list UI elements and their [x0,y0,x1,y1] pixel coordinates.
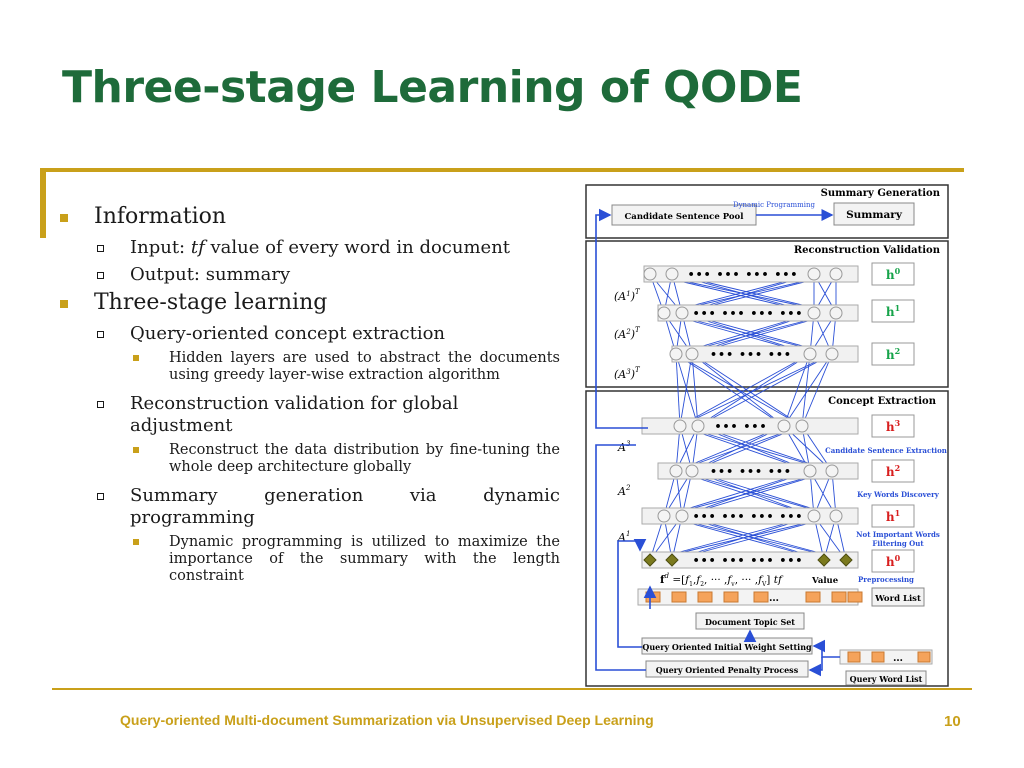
preprocessing-label: Preprocessing [858,575,914,584]
neuron-node [826,465,838,477]
neuron-node [644,268,656,280]
neuron-node [804,348,816,360]
footer-divider [52,688,972,690]
layer-row [658,305,858,321]
tf-vector-formula: $f^d =[f_1,f_2$, ··· $,f_v$, ··· $,f_V$] tf [660,572,782,588]
neuron-node [796,420,808,432]
neuron-node [808,268,820,280]
neuron-ellipsis: ••• ••• ••• ••• [692,510,804,523]
neuron-node [830,268,842,280]
penalty-process-box: Query Oriented Penalty Process [655,665,799,675]
a1t-label: $(A^1)^T$ [614,288,640,303]
title-divider [40,168,964,172]
layer-row [642,418,858,434]
not-important-label-2: Filtering Out [872,539,924,548]
word-cell [754,592,768,602]
neuron-ellipsis: ••• ••• ••• [710,465,792,478]
neuron-node [674,420,686,432]
query-word-cell [918,652,930,662]
bullet-reconstruct: Reconstruct the data distribution by fine-tuning the whole deep architecture globally [60,442,560,476]
neuron-ellipsis: ••• ••• [714,420,768,433]
page-number: 10 [944,713,961,730]
left-accent-bar [40,168,46,238]
layer-row [642,508,858,524]
h1-label: $h^1$ [885,508,901,524]
h0-label: $h^0$ [885,553,901,569]
bullet-content [60,200,560,585]
a1-label: $A^1$ [618,530,631,544]
neuron-node [830,510,842,522]
neuron-node [778,420,790,432]
a2t-label: $(A^2)^T$ [614,326,640,341]
query-word-cell [848,652,860,662]
bullet-summary-generation: Summary generation via dynamic programming [60,485,560,529]
a3t-label: $(A^3)^T$ [614,366,640,381]
bullet-reconstruction: Reconstruction validation for global adjustment [60,393,560,437]
bullet-three-stage: Three-stage learning [60,288,560,318]
layer-row [658,463,858,479]
h2-top-label: $h^2$ [885,346,901,362]
neuron-ellipsis: ••• ••• ••• [710,348,792,361]
key-words-label: Key Words Discovery [857,490,939,499]
neuron-node [670,465,682,477]
neuron-node [666,268,678,280]
neuron-node [686,348,698,360]
h2-label: $h^2$ [885,463,901,479]
neuron-ellipsis: ••• ••• ••• ••• [692,307,804,320]
bullet-input: Input: tf value of every word in document [60,237,560,259]
neuron-node [692,420,704,432]
word-list-row [638,589,862,605]
neuron-node [676,510,688,522]
initial-weight-box: Query Oriented Initial Weight Setting [642,642,812,652]
word-ellipsis: … [769,593,779,604]
candidate-extraction-label: Candidate Sentence Extraction [825,446,947,455]
hollow-square-bullet-icon [97,272,104,279]
query-word-ellipsis: … [893,653,903,664]
neuron-node [686,465,698,477]
bullet-information: Information [60,202,560,232]
word-cell [832,592,846,602]
word-list-label: Word List [875,594,921,604]
neuron-node [658,510,670,522]
not-important-label-1: Not Important Words [856,530,940,539]
h1-top-label: $h^1$ [885,303,901,319]
bullet-hidden-layers: Hidden layers are used to abstract the documents using greedy layer-wise extraction algorithm [60,350,560,384]
qode-architecture-diagram [584,183,952,693]
h0-top-label: $h^0$ [885,266,901,282]
query-word-cell [872,652,884,662]
layer-row [644,266,858,282]
word-cell [672,592,686,602]
document-topic-set-box: Document Topic Set [704,617,796,627]
word-cell [724,592,738,602]
hollow-square-bullet-icon [97,245,104,252]
square-bullet-icon [133,355,139,361]
summary-box: Summary [846,209,902,221]
word-cell [848,592,862,602]
hollow-square-bullet-icon [97,331,104,338]
neuron-node [808,510,820,522]
square-bullet-icon [60,300,68,308]
neuron-ellipsis: ••• ••• ••• ••• [692,554,804,567]
candidate-pool-box: Candidate Sentence Pool [624,212,744,222]
layer-row [642,552,858,568]
dynamic-programming-label: Dynamic Programming [732,201,816,209]
neuron-node [808,307,820,319]
slide-title: Three-stage Learning of QODE [62,62,803,113]
bullet-dynamic: Dynamic programming is utilized to maximize the importance of the summary with the length constraint [60,534,560,585]
word-cell [806,592,820,602]
neuron-ellipsis: ••• ••• ••• ••• [687,268,799,281]
value-label: Value [812,576,839,586]
summary-generation-label: Summary Generation [820,188,940,199]
neuron-node [658,307,670,319]
bullet-output: Output: summary [60,264,560,286]
square-bullet-icon [60,214,68,222]
bullet-query-oriented: Query-oriented concept extraction [60,323,560,345]
neuron-node [804,465,816,477]
word-cell [698,592,712,602]
neuron-node [670,348,682,360]
footer-text: Query-oriented Multi-document Summarization via Unsupervised Deep Learning [120,712,654,728]
word-cell [646,592,660,602]
h3-label: $h^3$ [885,418,901,434]
hollow-square-bullet-icon [97,493,104,500]
reconstruction-validation-label: Reconstruction Validation [793,245,940,256]
neuron-node [830,307,842,319]
layer-row [670,346,858,362]
a3-label: $A^3$ [618,440,631,454]
summary-generation-section [586,185,948,238]
a2-label: $A^2$ [618,484,631,498]
query-word-row [840,650,932,664]
hollow-square-bullet-icon [97,401,104,408]
neuron-node [676,307,688,319]
square-bullet-icon [133,447,139,453]
query-word-list-box: Query Word List [849,674,923,684]
neuron-node [826,348,838,360]
square-bullet-icon [133,539,139,545]
concept-extraction-label: Concept Extraction [828,396,936,407]
